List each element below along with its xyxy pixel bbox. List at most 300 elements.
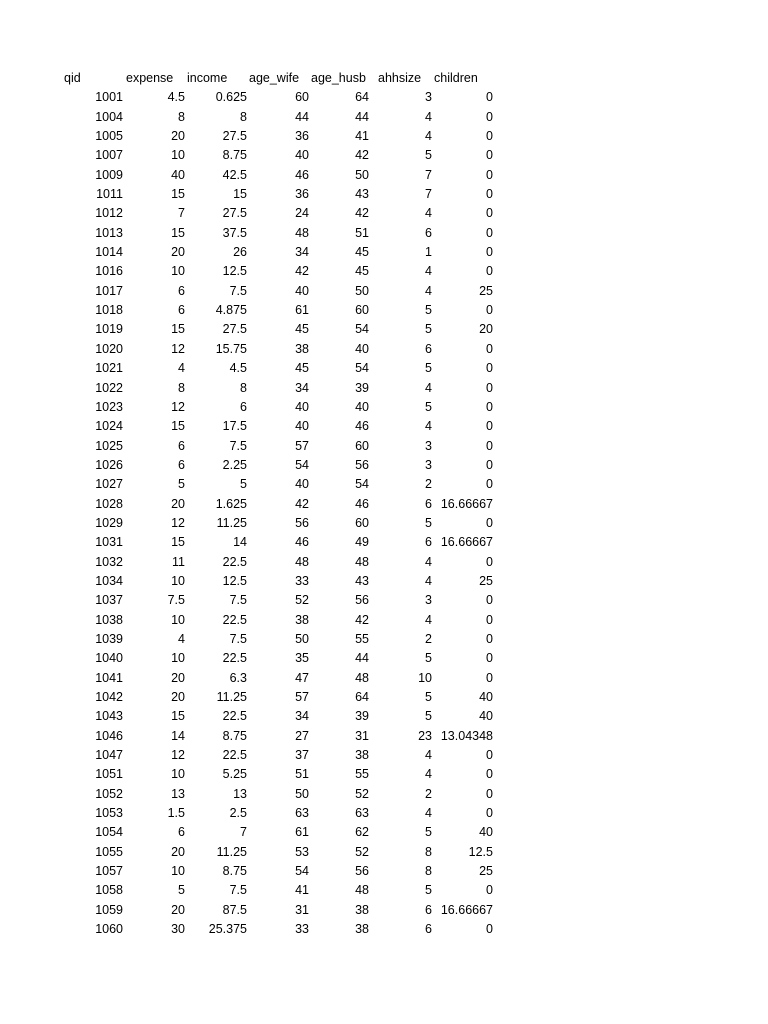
cell-qid: 1040 [95, 651, 123, 666]
cell-age-wife: 56 [295, 515, 309, 530]
cell-expense: 10 [171, 573, 185, 588]
header-hhsize: ahhsize [378, 71, 422, 85]
cell-age-husb: 51 [355, 225, 369, 240]
cell-expense: 10 [171, 864, 185, 879]
cell-age-wife: 54 [295, 457, 309, 472]
cell-children: 0 [486, 148, 493, 163]
cell-expense: 4.5 [167, 90, 185, 105]
data-table [64, 69, 504, 939]
cell-expense: 8 [178, 380, 185, 395]
cell-age-husb: 39 [355, 380, 369, 395]
cell-hhsize: 5 [425, 709, 432, 724]
cell-age-husb: 55 [355, 767, 369, 782]
cell-age-husb: 40 [355, 341, 369, 356]
cell-income: 22.5 [222, 554, 247, 569]
cell-qid: 1053 [95, 806, 123, 821]
table-row [64, 514, 504, 533]
cell-age-wife: 42 [295, 264, 309, 279]
cell-hhsize: 5 [425, 322, 432, 337]
cell-expense: 10 [171, 651, 185, 666]
cell-expense: 8 [178, 109, 185, 124]
cell-expense: 10 [171, 148, 185, 163]
cell-age-wife: 50 [295, 786, 309, 801]
cell-age-husb: 45 [355, 264, 369, 279]
cell-expense: 20 [171, 902, 185, 917]
cell-income: 15.75 [215, 341, 247, 356]
cell-children: 0 [486, 399, 493, 414]
cell-qid: 1039 [95, 631, 123, 646]
cell-age-wife: 40 [295, 419, 309, 434]
cell-hhsize: 6 [425, 341, 432, 356]
table-row [64, 533, 504, 552]
cell-income: 4.5 [229, 361, 247, 376]
cell-age-wife: 52 [295, 593, 309, 608]
cell-expense: 4 [178, 631, 185, 646]
cell-qid: 1021 [95, 361, 123, 376]
cell-age-husb: 52 [355, 786, 369, 801]
cell-age-wife: 63 [295, 806, 309, 821]
cell-age-husb: 64 [355, 90, 369, 105]
cell-expense: 15 [171, 419, 185, 434]
cell-expense: 6 [178, 457, 185, 472]
cell-hhsize: 4 [425, 264, 432, 279]
cell-age-wife: 61 [295, 303, 309, 318]
cell-expense: 6 [178, 438, 185, 453]
cell-qid: 1057 [95, 864, 123, 879]
cell-income: 27.5 [222, 206, 247, 221]
cell-hhsize: 4 [425, 283, 432, 298]
cell-hhsize: 4 [425, 748, 432, 763]
cell-children: 0 [486, 167, 493, 182]
cell-children: 0 [486, 922, 493, 937]
cell-age-husb: 60 [355, 515, 369, 530]
cell-age-wife: 48 [295, 554, 309, 569]
table-row [64, 881, 504, 900]
cell-children: 0 [486, 206, 493, 221]
cell-qid: 1055 [95, 844, 123, 859]
cell-hhsize: 3 [425, 438, 432, 453]
table-row [64, 630, 504, 649]
cell-age-wife: 35 [295, 651, 309, 666]
cell-qid: 1019 [95, 322, 123, 337]
cell-hhsize: 4 [425, 806, 432, 821]
cell-qid: 1027 [95, 477, 123, 492]
cell-hhsize: 5 [425, 651, 432, 666]
cell-age-husb: 60 [355, 438, 369, 453]
cell-age-wife: 38 [295, 612, 309, 627]
table-row [64, 417, 504, 436]
table-row [64, 765, 504, 784]
cell-qid: 1032 [95, 554, 123, 569]
cell-age-husb: 31 [355, 728, 369, 743]
cell-income: 7.5 [229, 593, 247, 608]
cell-expense: 12 [171, 748, 185, 763]
cell-qid: 1051 [95, 767, 123, 782]
cell-age-wife: 61 [295, 825, 309, 840]
cell-qid: 1043 [95, 709, 123, 724]
cell-income: 13 [233, 786, 247, 801]
table-row [64, 843, 504, 862]
cell-children: 13.04348 [440, 728, 493, 743]
cell-children: 0 [486, 380, 493, 395]
table-row [64, 379, 504, 398]
cell-age-husb: 44 [355, 109, 369, 124]
cell-age-husb: 54 [355, 361, 369, 376]
cell-income: 7.5 [229, 631, 247, 646]
cell-age-wife: 34 [295, 380, 309, 395]
cell-expense: 6 [178, 283, 185, 298]
cell-children: 0 [486, 767, 493, 782]
cell-age-wife: 54 [295, 864, 309, 879]
cell-qid: 1017 [95, 283, 123, 298]
cell-children: 0 [486, 361, 493, 376]
cell-income: 5 [240, 477, 247, 492]
cell-children: 16.66667 [440, 902, 493, 917]
cell-age-wife: 34 [295, 709, 309, 724]
cell-hhsize: 6 [425, 922, 432, 937]
cell-qid: 1026 [95, 457, 123, 472]
cell-income: 4.875 [215, 303, 247, 318]
cell-income: 27.5 [222, 129, 247, 144]
cell-age-wife: 50 [295, 631, 309, 646]
cell-age-wife: 36 [295, 129, 309, 144]
cell-qid: 1041 [95, 670, 123, 685]
cell-age-wife: 53 [295, 844, 309, 859]
cell-expense: 14 [171, 728, 185, 743]
cell-income: 0.625 [215, 90, 247, 105]
table-row [64, 127, 504, 146]
cell-age-husb: 38 [355, 902, 369, 917]
cell-hhsize: 2 [425, 477, 432, 492]
table-row [64, 707, 504, 726]
table-row [64, 495, 504, 514]
cell-children: 0 [486, 631, 493, 646]
cell-qid: 1009 [95, 167, 123, 182]
cell-expense: 15 [171, 535, 185, 550]
cell-age-wife: 45 [295, 322, 309, 337]
cell-qid: 1054 [95, 825, 123, 840]
cell-age-husb: 38 [355, 748, 369, 763]
cell-children: 25 [479, 283, 493, 298]
cell-income: 1.625 [215, 496, 247, 511]
cell-hhsize: 4 [425, 380, 432, 395]
cell-income: 11.25 [216, 844, 247, 859]
table-row [64, 398, 504, 417]
cell-income: 14 [233, 535, 247, 550]
table-body [64, 88, 504, 939]
cell-hhsize: 5 [425, 690, 432, 704]
cell-age-wife: 47 [295, 670, 309, 685]
cell-income: 11.25 [216, 515, 247, 530]
cell-expense: 20 [171, 496, 185, 511]
cell-hhsize: 6 [425, 535, 432, 550]
cell-age-husb: 40 [355, 399, 369, 414]
table-row [64, 204, 504, 223]
cell-age-husb: 38 [355, 922, 369, 937]
cell-hhsize: 5 [425, 515, 432, 530]
cell-expense: 11 [172, 554, 185, 569]
cell-age-wife: 36 [295, 187, 309, 202]
table-row [64, 591, 504, 610]
table-row [64, 437, 504, 456]
cell-children: 40 [479, 709, 493, 724]
table-row [64, 301, 504, 320]
cell-qid: 1059 [95, 902, 123, 917]
cell-qid: 1058 [95, 883, 123, 898]
cell-age-wife: 33 [295, 573, 309, 588]
cell-children: 0 [486, 554, 493, 569]
header-expense: expense [126, 71, 174, 85]
cell-hhsize: 8 [425, 844, 432, 859]
cell-qid: 1060 [95, 922, 123, 937]
cell-children: 16.66667 [440, 496, 493, 511]
cell-expense: 10 [171, 612, 185, 627]
cell-income: 7.5 [229, 283, 247, 298]
cell-age-wife: 48 [295, 225, 309, 240]
cell-age-wife: 57 [295, 690, 309, 704]
cell-age-husb: 62 [355, 825, 369, 840]
cell-age-husb: 43 [355, 573, 369, 588]
cell-children: 25 [479, 573, 493, 588]
cell-children: 40 [479, 825, 493, 840]
cell-age-wife: 60 [295, 90, 309, 105]
cell-age-husb: 63 [355, 806, 369, 821]
cell-qid: 1052 [95, 786, 123, 801]
cell-qid: 1031 [95, 535, 123, 550]
cell-hhsize: 4 [425, 419, 432, 434]
cell-qid: 1004 [95, 109, 123, 124]
cell-children: 40 [479, 690, 493, 704]
cell-age-husb: 46 [355, 419, 369, 434]
cell-hhsize: 5 [425, 883, 432, 898]
cell-children: 0 [486, 419, 493, 434]
cell-age-wife: 46 [295, 535, 309, 550]
table-row [64, 146, 504, 165]
cell-hhsize: 23 [418, 728, 432, 743]
cell-hhsize: 6 [425, 225, 432, 240]
cell-hhsize: 3 [425, 593, 432, 608]
cell-age-wife: 34 [295, 245, 309, 260]
cell-expense: 20 [171, 245, 185, 260]
cell-qid: 1020 [95, 341, 123, 356]
cell-income: 2.5 [229, 806, 247, 821]
table-row [64, 553, 504, 572]
cell-expense: 40 [171, 167, 185, 182]
cell-age-husb: 56 [355, 457, 369, 472]
cell-children: 0 [486, 109, 493, 124]
cell-children: 0 [486, 612, 493, 627]
cell-children: 0 [486, 593, 493, 608]
cell-expense: 1.5 [167, 806, 185, 821]
header-qid: qid [64, 71, 81, 85]
cell-children: 0 [486, 748, 493, 763]
cell-expense: 10 [171, 264, 185, 279]
cell-hhsize: 1 [425, 245, 432, 260]
cell-age-wife: 24 [295, 206, 309, 221]
cell-hhsize: 4 [425, 767, 432, 782]
cell-age-husb: 52 [355, 844, 369, 859]
cell-income: 22.5 [222, 612, 247, 627]
cell-income: 37.5 [222, 225, 247, 240]
cell-hhsize: 5 [425, 825, 432, 840]
table-row [64, 823, 504, 842]
cell-age-husb: 54 [355, 477, 369, 492]
cell-age-husb: 56 [355, 593, 369, 608]
cell-age-husb: 46 [355, 496, 369, 511]
cell-income: 22.5 [222, 651, 247, 666]
cell-qid: 1022 [95, 380, 123, 395]
cell-age-wife: 44 [295, 109, 309, 124]
cell-income: 15 [233, 187, 247, 202]
cell-age-husb: 39 [355, 709, 369, 724]
cell-age-husb: 42 [355, 612, 369, 627]
table-row [64, 108, 504, 127]
cell-income: 7 [240, 825, 247, 840]
cell-income: 6 [240, 399, 247, 414]
cell-children: 0 [486, 264, 493, 279]
cell-age-husb: 55 [355, 631, 369, 646]
cell-qid: 1042 [95, 690, 123, 704]
cell-age-wife: 45 [295, 361, 309, 376]
cell-age-husb: 42 [355, 148, 369, 163]
cell-qid: 1034 [95, 573, 123, 588]
cell-income: 7.5 [229, 438, 247, 453]
cell-hhsize: 6 [425, 902, 432, 917]
cell-income: 26 [233, 245, 247, 260]
cell-qid: 1011 [96, 187, 123, 202]
cell-hhsize: 4 [425, 612, 432, 627]
cell-hhsize: 7 [425, 167, 432, 182]
cell-children: 25 [479, 864, 493, 879]
cell-qid: 1029 [95, 515, 123, 530]
cell-expense: 15 [171, 187, 185, 202]
cell-children: 0 [486, 129, 493, 144]
cell-children: 0 [486, 245, 493, 260]
cell-children: 0 [486, 225, 493, 240]
table-row [64, 920, 504, 939]
cell-income: 7.5 [229, 883, 247, 898]
cell-age-wife: 40 [295, 477, 309, 492]
cell-expense: 5 [178, 883, 185, 898]
cell-age-husb: 45 [355, 245, 369, 260]
cell-children: 0 [486, 477, 493, 492]
cell-age-husb: 50 [355, 283, 369, 298]
cell-expense: 13 [171, 786, 185, 801]
cell-income: 5.25 [222, 767, 247, 782]
cell-qid: 1047 [95, 748, 123, 763]
cell-age-husb: 49 [355, 535, 369, 550]
cell-income: 2.25 [222, 457, 247, 472]
table-row [64, 746, 504, 765]
cell-expense: 4 [178, 361, 185, 376]
table-row [64, 688, 504, 707]
table-row [64, 166, 504, 185]
table-row [64, 611, 504, 630]
cell-expense: 15 [171, 709, 185, 724]
cell-hhsize: 6 [425, 496, 432, 511]
cell-age-husb: 56 [355, 864, 369, 879]
cell-age-husb: 43 [355, 187, 369, 202]
cell-qid: 1038 [95, 612, 123, 627]
cell-qid: 1016 [95, 264, 123, 279]
cell-age-wife: 38 [295, 341, 309, 356]
cell-income: 25.375 [208, 922, 247, 937]
table-row [64, 669, 504, 688]
cell-expense: 20 [171, 670, 185, 685]
cell-qid: 1005 [95, 129, 123, 144]
cell-age-wife: 40 [295, 283, 309, 298]
cell-hhsize: 5 [425, 148, 432, 163]
cell-children: 0 [486, 883, 493, 898]
cell-age-wife: 42 [295, 496, 309, 511]
cell-hhsize: 10 [418, 670, 432, 685]
cell-age-husb: 48 [355, 554, 369, 569]
cell-age-wife: 37 [295, 748, 309, 763]
cell-qid: 1025 [95, 438, 123, 453]
cell-hhsize: 8 [425, 864, 432, 879]
cell-hhsize: 4 [425, 129, 432, 144]
cell-income: 22.5 [222, 748, 247, 763]
cell-expense: 12 [171, 515, 185, 530]
table-row [64, 727, 504, 746]
cell-income: 27.5 [222, 322, 247, 337]
cell-income: 42.5 [222, 167, 247, 182]
cell-qid: 1046 [95, 728, 123, 743]
cell-income: 87.5 [222, 902, 247, 917]
cell-expense: 7.5 [167, 593, 185, 608]
cell-qid: 1024 [95, 419, 123, 434]
table-row [64, 785, 504, 804]
header-age-husb: age_husb [311, 71, 366, 85]
table-row [64, 804, 504, 823]
cell-expense: 20 [171, 690, 185, 704]
cell-qid: 1018 [95, 303, 123, 318]
cell-age-wife: 27 [295, 728, 309, 743]
cell-children: 20 [479, 322, 493, 337]
cell-income: 8 [240, 380, 247, 395]
cell-children: 0 [486, 303, 493, 318]
cell-hhsize: 5 [425, 399, 432, 414]
cell-age-wife: 57 [295, 438, 309, 453]
cell-income: 12.5 [222, 264, 247, 279]
table-row [64, 649, 504, 668]
cell-age-wife: 40 [295, 148, 309, 163]
cell-income: 11.25 [216, 690, 247, 704]
cell-expense: 5 [178, 477, 185, 492]
table-row [64, 224, 504, 243]
cell-hhsize: 2 [425, 786, 432, 801]
cell-children: 0 [486, 187, 493, 202]
cell-children: 0 [486, 341, 493, 356]
cell-hhsize: 3 [425, 457, 432, 472]
cell-hhsize: 4 [425, 109, 432, 124]
cell-qid: 1014 [95, 245, 123, 260]
cell-qid: 1013 [95, 225, 123, 240]
table-row [64, 340, 504, 359]
table-row [64, 901, 504, 920]
cell-expense: 20 [171, 844, 185, 859]
cell-age-wife: 51 [295, 767, 309, 782]
table-row [64, 88, 504, 107]
cell-children: 0 [486, 670, 493, 685]
cell-qid: 1012 [95, 206, 123, 221]
cell-expense: 20 [171, 129, 185, 144]
cell-expense: 30 [171, 922, 185, 937]
cell-age-wife: 31 [295, 902, 309, 917]
cell-age-wife: 33 [295, 922, 309, 937]
table-row [64, 320, 504, 339]
header-age-wife: age_wife [249, 71, 300, 85]
